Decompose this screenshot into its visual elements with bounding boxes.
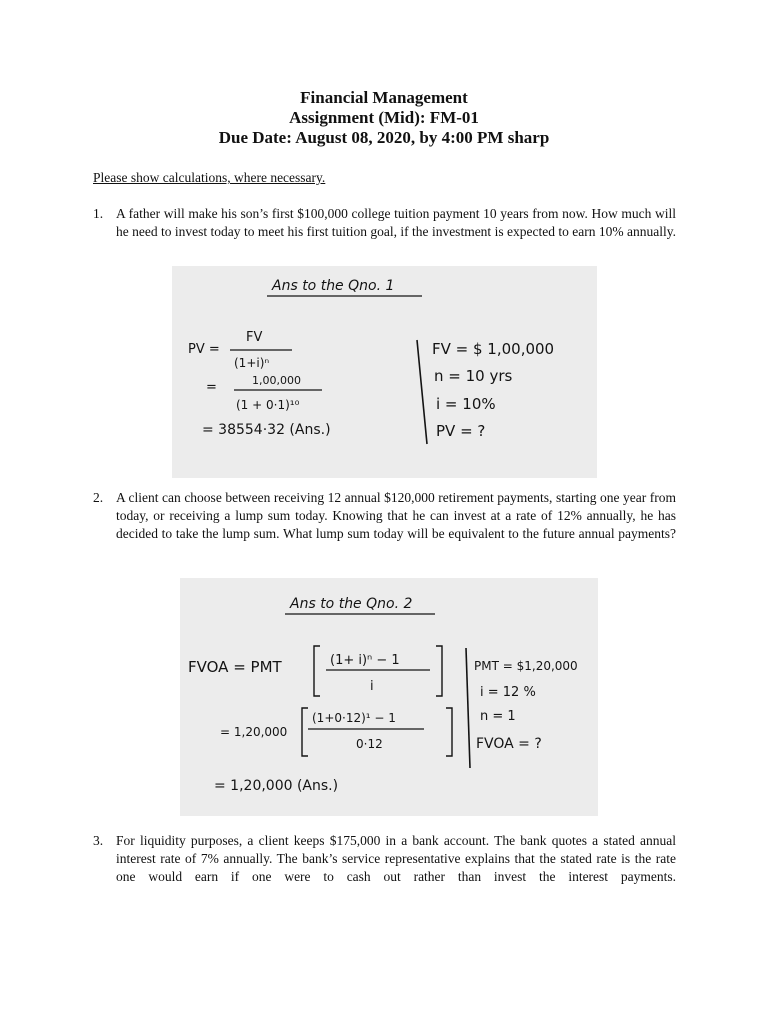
answer-2-title: Ans to the Qno. 2 — [290, 596, 413, 612]
answer-2-drawing — [180, 578, 598, 816]
answer-1-handwritten-image — [172, 266, 597, 478]
pv-label: PV = — [188, 342, 220, 357]
step-denominator: (1 + 0·1)¹⁰ — [236, 398, 300, 412]
due-date: Due Date: August 08, 2020, by 4:00 PM sharp — [218, 128, 550, 147]
formula-denominator: i — [370, 679, 374, 694]
given-pv: PV = ? — [436, 422, 486, 440]
pv-numerator: FV — [246, 330, 263, 345]
question-1 — [93, 205, 676, 259]
given-divider — [417, 340, 427, 444]
step-right-bracket — [446, 708, 452, 756]
question-number: 3. — [93, 833, 104, 848]
given-pmt: PMT = $1,20,000 — [474, 659, 578, 673]
given-fvoa: FVOA = ? — [476, 736, 542, 752]
assignment-title: Assignment (Mid): FM-01 — [289, 108, 479, 127]
question-text: For liquidity purposes, a client keeps $175,000 in a bank account. The bank quotes a stated annual interest rate of 7% annually. The bank’s service representative explains that the stated rate is the rate one would earn if one were to cash out rather than invest the interest payments. — [116, 833, 676, 884]
equals-sign: = — [206, 380, 217, 395]
given-fv: FV = $ 1,00,000 — [432, 340, 555, 358]
step-numerator: 1,00,000 — [252, 374, 301, 387]
question-3 — [93, 832, 676, 904]
answer-1-title: Ans to the Qno. 1 — [272, 278, 395, 294]
instructions: Please show calculations, where necessary. — [93, 170, 326, 185]
given-i: i = 10% — [436, 395, 496, 413]
answer-1-drawing — [172, 266, 597, 478]
given-n: n = 1 — [480, 709, 516, 724]
step-denominator: 0·12 — [356, 737, 383, 751]
question-number: 2. — [93, 490, 104, 505]
step-numerator: (1+0·12)¹ − 1 — [312, 711, 396, 725]
given-n: n = 10 yrs — [434, 367, 513, 385]
step-left-bracket — [302, 708, 308, 756]
formula-numerator: (1+ i)ⁿ − 1 — [330, 653, 400, 668]
left-bracket — [314, 646, 320, 696]
answer-2-handwritten-image — [180, 578, 598, 816]
question-text: A client can choose between receiving 12 annual $120,000 retirement payments, starting one year from today, or receiving a lump sum today. Knowing that he can invest at a rate of 12% annually, he has decided to take the lump sum. What lump sum today will be equivalent to the future annual payments? — [116, 490, 676, 541]
step-lhs: = 1,20,000 — [220, 725, 288, 739]
right-bracket — [436, 646, 442, 696]
question-2 — [93, 489, 676, 561]
pv-denominator: (1+i)ⁿ — [234, 356, 270, 370]
fvoa-lhs: FVOA = PMT — [188, 658, 282, 676]
answer-2-result: = 1,20,000 (Ans.) — [214, 778, 339, 794]
given-divider — [466, 648, 470, 768]
question-text: A father will make his son’s first $100,000 college tuition payment 10 years from now. How much will he need to invest today to meet his first tuition goal, if the investment is expected to earn 10% annually. — [116, 206, 676, 239]
given-i: i = 12 % — [480, 685, 536, 700]
answer-1-result: = 38554·32 (Ans.) — [202, 422, 331, 438]
question-number: 1. — [93, 206, 104, 221]
course-title: Financial Management — [300, 88, 468, 107]
document-header — [0, 88, 768, 148]
